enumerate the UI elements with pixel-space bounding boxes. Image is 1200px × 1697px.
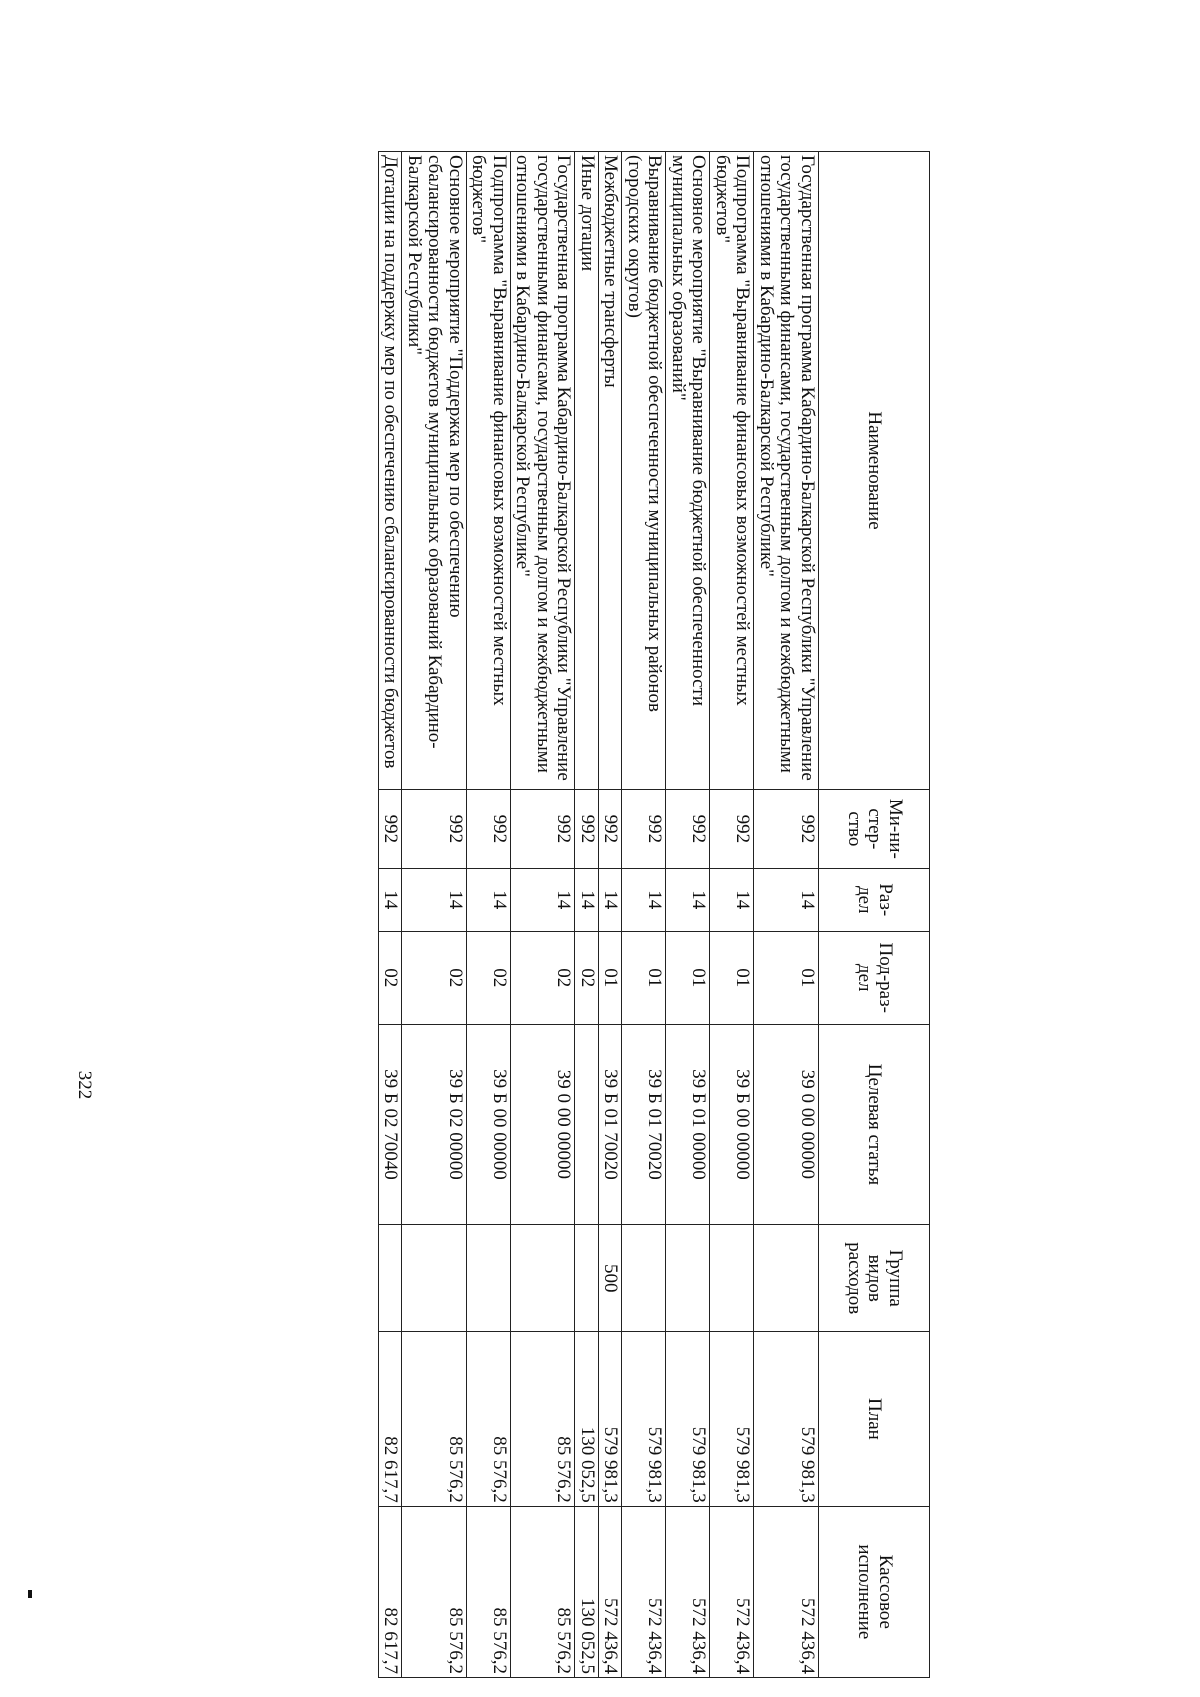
row-subsection: 01	[666, 931, 710, 1024]
row-target: 39 Б 01 70020	[622, 1024, 666, 1225]
row-execution: 572 436,4	[754, 1506, 819, 1677]
row-target: 39 0 00 00000	[510, 1024, 575, 1225]
row-execution: 85 576,2	[466, 1506, 510, 1677]
header-row	[819, 152, 930, 1678]
row-plan: 85 576,2	[402, 1332, 467, 1507]
row-section: 14	[510, 868, 575, 931]
table-row	[378, 152, 402, 1678]
row-target: 39 Б 02 00000	[402, 1024, 467, 1225]
row-section: 14	[666, 868, 710, 931]
row-group	[710, 1225, 754, 1332]
row-name: Подпрограмма "Выравнивание финансовых возможностей местных бюджетов"	[466, 152, 510, 790]
col-header-subsection: Под-раз-дел	[819, 931, 930, 1024]
budget-table	[378, 151, 930, 1678]
row-subsection: 01	[622, 931, 666, 1024]
row-section: 14	[710, 868, 754, 931]
table-row	[666, 152, 710, 1678]
row-plan: 85 576,2	[510, 1332, 575, 1507]
row-execution: 85 576,2	[510, 1506, 575, 1677]
row-group	[575, 1225, 599, 1332]
row-name: Дотации на поддержку мер по обеспечению сбалансированности бюджетов	[378, 152, 402, 790]
row-execution: 572 436,4	[666, 1506, 710, 1677]
row-subsection: 01	[710, 931, 754, 1024]
row-name: Подпрограмма "Выравнивание финансовых возможностей местных бюджетов"	[710, 152, 754, 790]
row-ministry: 992	[378, 790, 402, 869]
row-group	[622, 1225, 666, 1332]
row-plan: 579 981,3	[622, 1332, 666, 1507]
row-name: Иные дотации	[575, 152, 599, 790]
row-group	[466, 1225, 510, 1332]
row-plan: 579 981,3	[598, 1332, 622, 1507]
row-subsection: 02	[378, 931, 402, 1024]
row-subsection: 01	[598, 931, 622, 1024]
page-number: 322	[74, 1070, 95, 1100]
row-name: Выравнивание бюджетной обеспеченности муниципальных районов (городских округов)	[622, 152, 666, 790]
row-ministry: 992	[754, 790, 819, 869]
row-subsection: 02	[402, 931, 467, 1024]
row-plan: 130 052,5	[575, 1332, 599, 1507]
table-row	[710, 152, 754, 1678]
row-plan: 85 576,2	[466, 1332, 510, 1507]
col-header-plan: План	[819, 1332, 930, 1507]
col-header-section: Раз-дел	[819, 868, 930, 931]
row-section: 14	[622, 868, 666, 931]
row-ministry: 992	[622, 790, 666, 869]
row-execution: 572 436,4	[622, 1506, 666, 1677]
row-execution: 572 436,4	[710, 1506, 754, 1677]
row-subsection: 02	[466, 931, 510, 1024]
row-group	[378, 1225, 402, 1332]
table-row	[510, 152, 575, 1678]
col-header-execution: Кассовое исполнение	[819, 1506, 930, 1677]
row-plan: 579 981,3	[666, 1332, 710, 1507]
row-name: Государственная программа Кабардино-Балкарской Республики "Управление государственными финансами, государственным долгом и межбюджетными отношениями в Кабардино-Балкарской Республике"	[510, 152, 575, 790]
col-header-group: Группа видов расходов	[819, 1225, 930, 1332]
row-execution: 572 436,4	[598, 1506, 622, 1677]
row-subsection: 01	[754, 931, 819, 1024]
row-execution: 130 052,5	[575, 1506, 599, 1677]
row-ministry: 992	[402, 790, 467, 869]
row-section: 14	[402, 868, 467, 931]
row-target: 39 0 00 00000	[754, 1024, 819, 1225]
table-row	[466, 152, 510, 1678]
row-execution: 82 617,7	[378, 1506, 402, 1677]
row-ministry: 992	[710, 790, 754, 869]
col-header-target: Целевая статья	[819, 1024, 930, 1225]
table-row	[754, 152, 819, 1678]
row-group	[402, 1225, 467, 1332]
table-row	[622, 152, 666, 1678]
row-execution: 85 576,2	[402, 1506, 467, 1677]
row-target: 39 Б 01 00000	[666, 1024, 710, 1225]
row-plan: 82 617,7	[378, 1332, 402, 1507]
row-ministry: 992	[575, 790, 599, 869]
row-name: Основное мероприятие "Выравнивание бюджетной обеспеченности муниципальных образований"	[666, 152, 710, 790]
row-name: Государственная программа Кабардино-Балкарской Республики "Управление государственными финансами, государственным долгом и межбюджетными отношениями в Кабардино-Балкарской Республике"	[754, 152, 819, 790]
col-header-ministry: Ми-ни-стер-ство	[819, 790, 930, 869]
row-target: 39 Б 01 70020	[598, 1024, 622, 1225]
row-group	[510, 1225, 575, 1332]
row-section: 14	[575, 868, 599, 931]
table-row	[598, 152, 622, 1678]
row-group: 500	[598, 1225, 622, 1332]
row-ministry: 992	[598, 790, 622, 869]
row-target	[575, 1024, 599, 1225]
row-target: 39 Б 00 00000	[710, 1024, 754, 1225]
row-name: Основное мероприятие "Поддержка мер по обеспечению сбалансированности бюджетов муниципальных образований Кабардино-Балкарской Республики"	[402, 152, 467, 790]
row-section: 14	[598, 868, 622, 931]
footer-mark	[28, 1590, 32, 1598]
row-group	[754, 1225, 819, 1332]
row-group	[666, 1225, 710, 1332]
row-section: 14	[378, 868, 402, 931]
row-ministry: 992	[666, 790, 710, 869]
row-section: 14	[466, 868, 510, 931]
row-plan: 579 981,3	[710, 1332, 754, 1507]
row-ministry: 992	[466, 790, 510, 869]
table-row	[402, 152, 467, 1678]
row-subsection: 02	[575, 931, 599, 1024]
row-plan: 579 981,3	[754, 1332, 819, 1507]
table-row	[575, 152, 599, 1678]
row-target: 39 Б 02 70040	[378, 1024, 402, 1225]
row-section: 14	[754, 868, 819, 931]
row-target: 39 Б 00 00000	[466, 1024, 510, 1225]
col-header-name: Наименование	[819, 152, 930, 790]
row-name: Межбюджетные трансферты	[598, 152, 622, 790]
row-ministry: 992	[510, 790, 575, 869]
row-subsection: 02	[510, 931, 575, 1024]
